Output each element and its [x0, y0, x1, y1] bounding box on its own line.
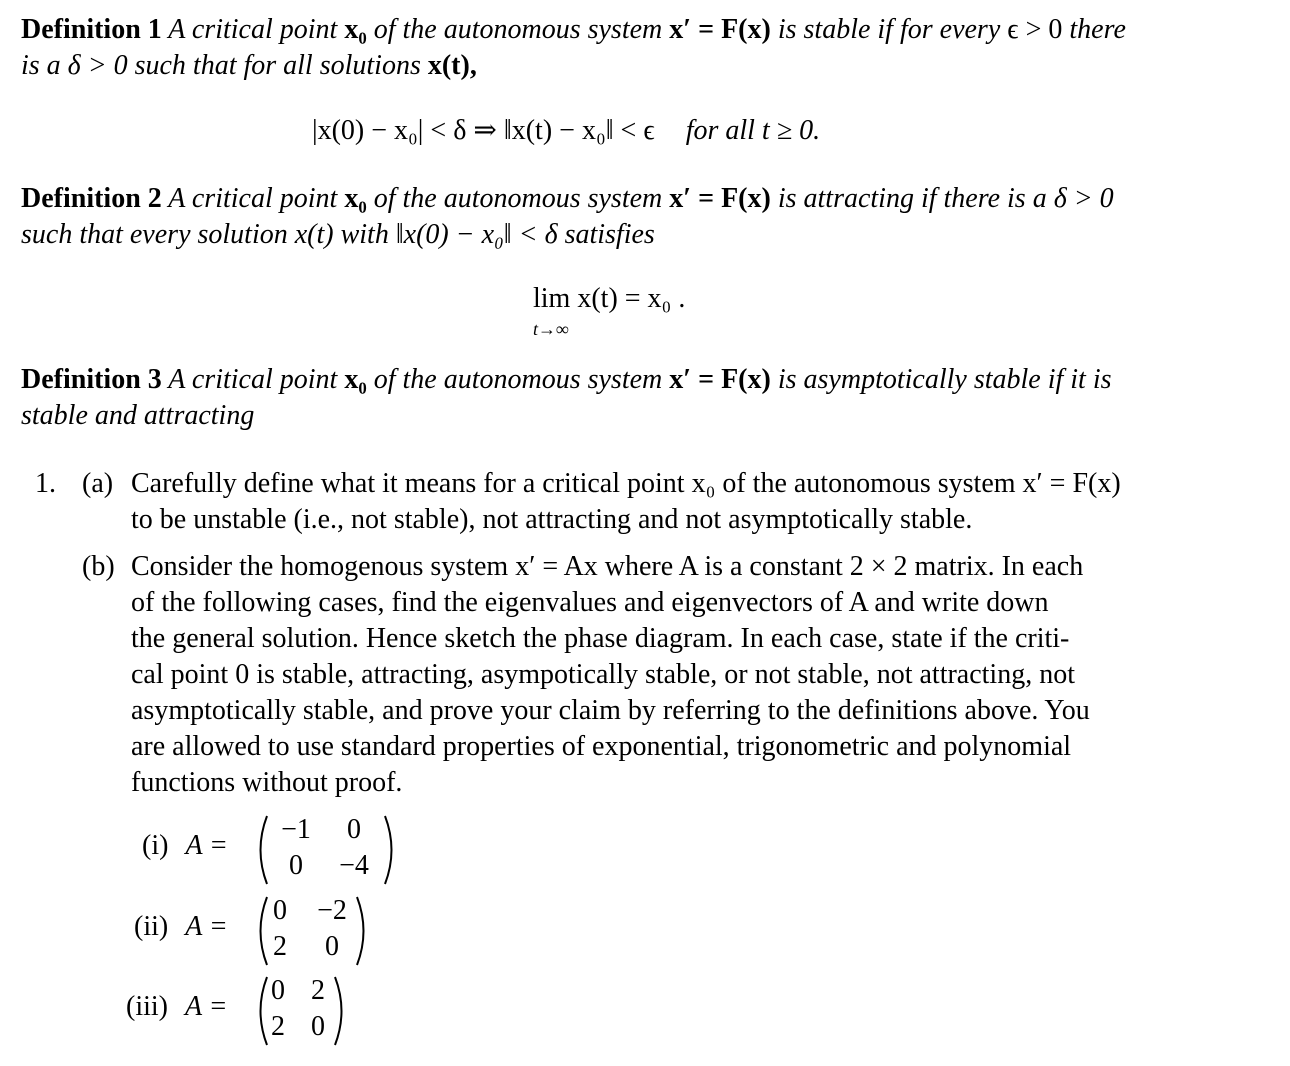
matrix-ii: 0 −2 2 0 — [252, 895, 372, 967]
part-b-text: Consider the homogenous system x′ = Ax where A is a constant 2 × 2 matrix. In each of the following cases, find the eigenvalues and eigenvectors of A and write down the general solution. Hence sketch the phase diagram. In each case, state if the criti- cal point 0 is stable, attracting, asympotically stable, or not stable, not attracting, not asymptotically stable, and prove your claim by referring to the definitions above. You are allowed to use standard properties of exponential, trigonometric and polynomial functions without proof. — [131, 551, 1090, 798]
case-i-label: (i) A = — [142, 830, 228, 861]
right-paren-icon — [382, 814, 400, 886]
definition-3: Definition 3 A critical point x₀ of the autonomous system x′ = F(x) is asymptotically stable if it is stable and attracting — [21, 364, 1112, 431]
part-b-label: (b) — [82, 551, 115, 582]
definition-1-equation: |x(0) − x₀| < δ ⇒ ‖x(t) − x₀‖ < ϵ for all t ≥ 0. — [312, 115, 821, 146]
left-paren-icon — [252, 814, 270, 886]
part-a-text: Carefully define what it means for a critical point x₀ of the autonomous system x′ = F(x) to be unstable (i.e., not stable), not attracting and not asymptotically stable. — [131, 468, 1121, 535]
matrix-iii: 0 2 2 0 — [252, 975, 352, 1047]
case-iii-label: (iii) A = — [126, 991, 228, 1022]
definition-1: Definition 1 A critical point x₀ of the autonomous system x′ = F(x) is stable if for every ϵ > 0 there is a δ > 0 such that for all solutions x(t), — [21, 14, 1126, 81]
definition-heading: Definition 3 — [21, 364, 162, 395]
part-a-label: (a) — [82, 468, 114, 499]
right-paren-icon — [354, 895, 372, 967]
right-paren-icon — [332, 975, 350, 1047]
definition-heading: Definition 1 — [21, 14, 162, 45]
case-ii-label: (ii) A = — [134, 911, 228, 942]
problem-number: 1. — [35, 468, 56, 499]
definition-2-equation: lim x(t) = x₀ . t→∞ — [533, 283, 686, 339]
definition-heading: Definition 2 — [21, 183, 162, 214]
definition-2: Definition 2 A critical point x₀ of the autonomous system x′ = F(x) is attracting if there is a δ > 0 such that every solution x(t) with ‖x(0) − x₀‖ < δ satisfies — [21, 183, 1114, 250]
matrix-i: −1 0 0 −4 — [252, 814, 400, 886]
